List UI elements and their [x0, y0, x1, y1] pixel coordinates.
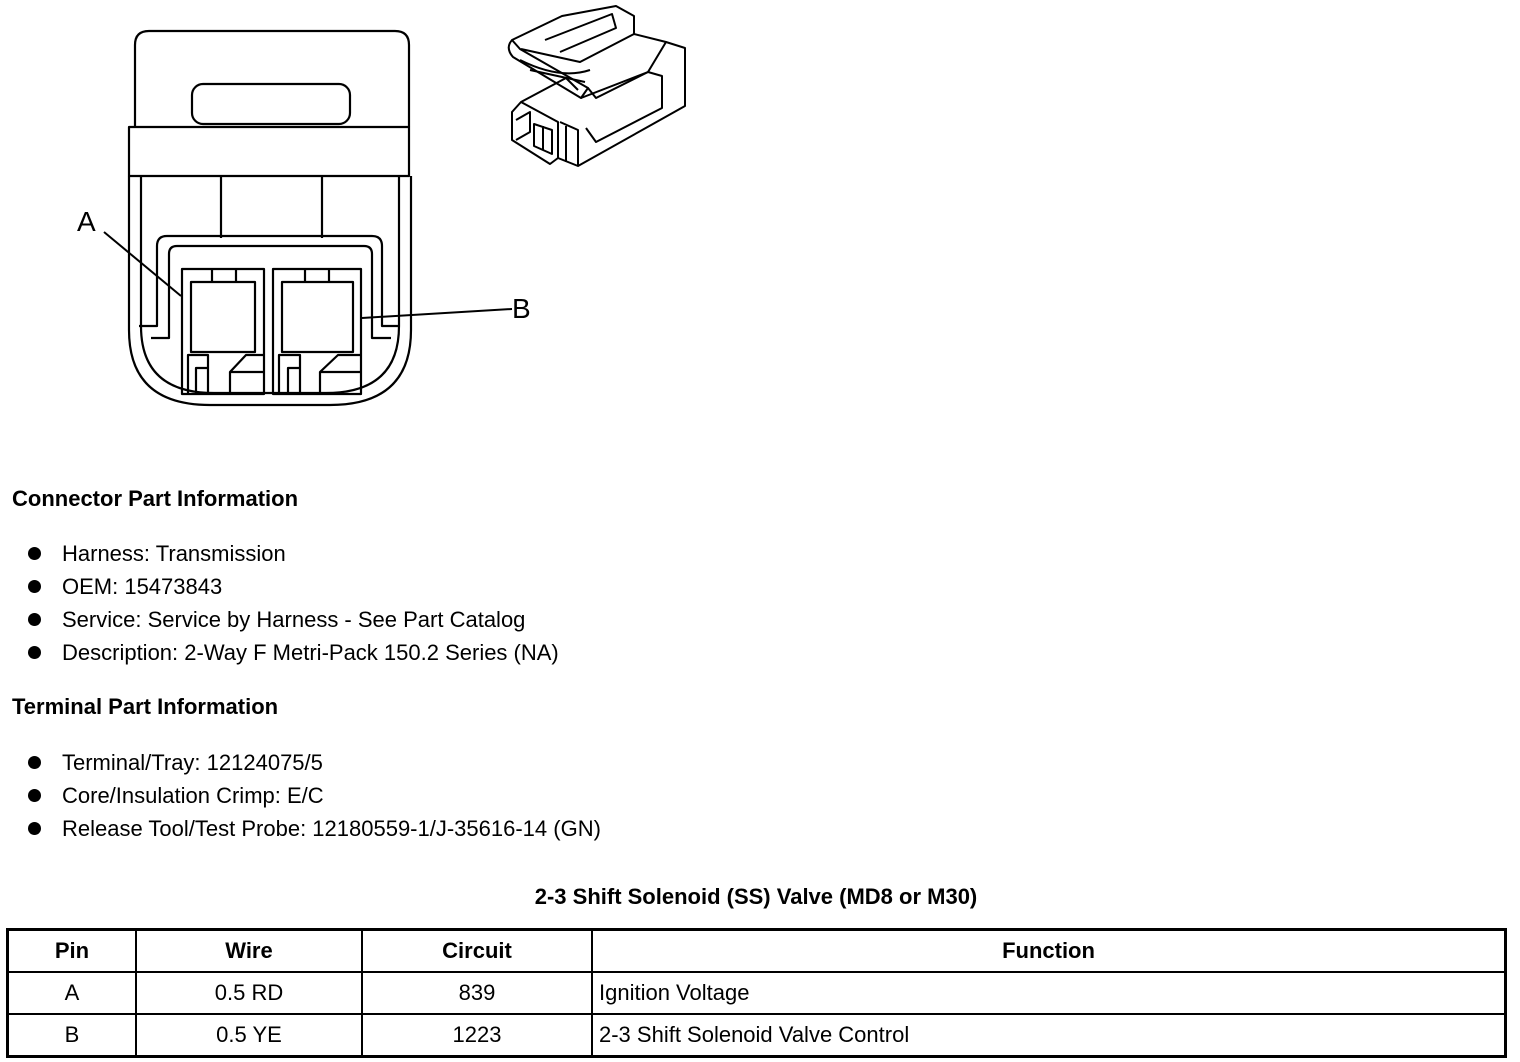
connector-illustration: [0, 0, 720, 420]
crimp-text: Core/Insulation Crimp: E/C: [62, 783, 324, 808]
cell-wire: 0.5 YE: [136, 1014, 362, 1057]
pinout-table: [6, 928, 1507, 1058]
header-circuit: Circuit: [362, 930, 592, 973]
bullet-icon: [28, 822, 41, 835]
service-text: Service: Service by Harness - See Part Catalog: [62, 607, 526, 632]
cell-wire: 0.5 RD: [136, 972, 362, 1014]
table-header-row: [8, 930, 1506, 973]
list-item: [28, 570, 559, 603]
cell-function: Ignition Voltage: [592, 972, 1506, 1014]
harness-text: Harness: Transmission: [62, 541, 286, 566]
bullet-icon: [28, 580, 41, 593]
bullet-icon: [28, 756, 41, 769]
cell-pin: A: [8, 972, 137, 1014]
cell-pin: B: [8, 1014, 137, 1057]
terminal-part-info-heading: Terminal Part Information: [12, 694, 279, 719]
bullet-icon: [28, 789, 41, 802]
label-b: B: [512, 293, 531, 324]
bullet-icon: [28, 613, 41, 626]
table-row: [8, 972, 1506, 1014]
connector-face-view: [129, 31, 411, 405]
table-title: 2-3 Shift Solenoid (SS) Valve (MD8 or M30): [534, 884, 978, 909]
bullet-icon: [28, 547, 41, 560]
header-wire: Wire: [136, 930, 362, 973]
list-item: [28, 603, 559, 636]
cell-circuit: 839: [362, 972, 592, 1014]
description-text: Description: 2-Way F Metri-Pack 150.2 Series (NA): [62, 640, 559, 665]
list-item: [28, 746, 601, 779]
list-item: [28, 636, 559, 669]
terminal-tray-text: Terminal/Tray: 12124075/5: [62, 750, 323, 775]
cell-circuit: 1223: [362, 1014, 592, 1057]
header-function: Function: [592, 930, 1506, 973]
release-tool-text: Release Tool/Test Probe: 12180559-1/J-35616-14 (GN): [62, 816, 601, 841]
oem-text: OEM: 15473843: [62, 574, 223, 599]
cell-function: 2-3 Shift Solenoid Valve Control: [592, 1014, 1506, 1057]
connector-info-list: [28, 537, 559, 669]
list-item: [28, 779, 601, 812]
header-pin: Pin: [8, 930, 137, 973]
table-row: [8, 1014, 1506, 1057]
label-a: A: [77, 206, 96, 237]
connector-part-info-heading: Connector Part Information: [12, 486, 299, 511]
terminal-info-list: [28, 746, 601, 845]
list-item: [28, 537, 559, 570]
bullet-icon: [28, 646, 41, 659]
label-b-leader: [362, 309, 512, 318]
connector-iso-view: [509, 6, 685, 166]
list-item: [28, 812, 601, 845]
